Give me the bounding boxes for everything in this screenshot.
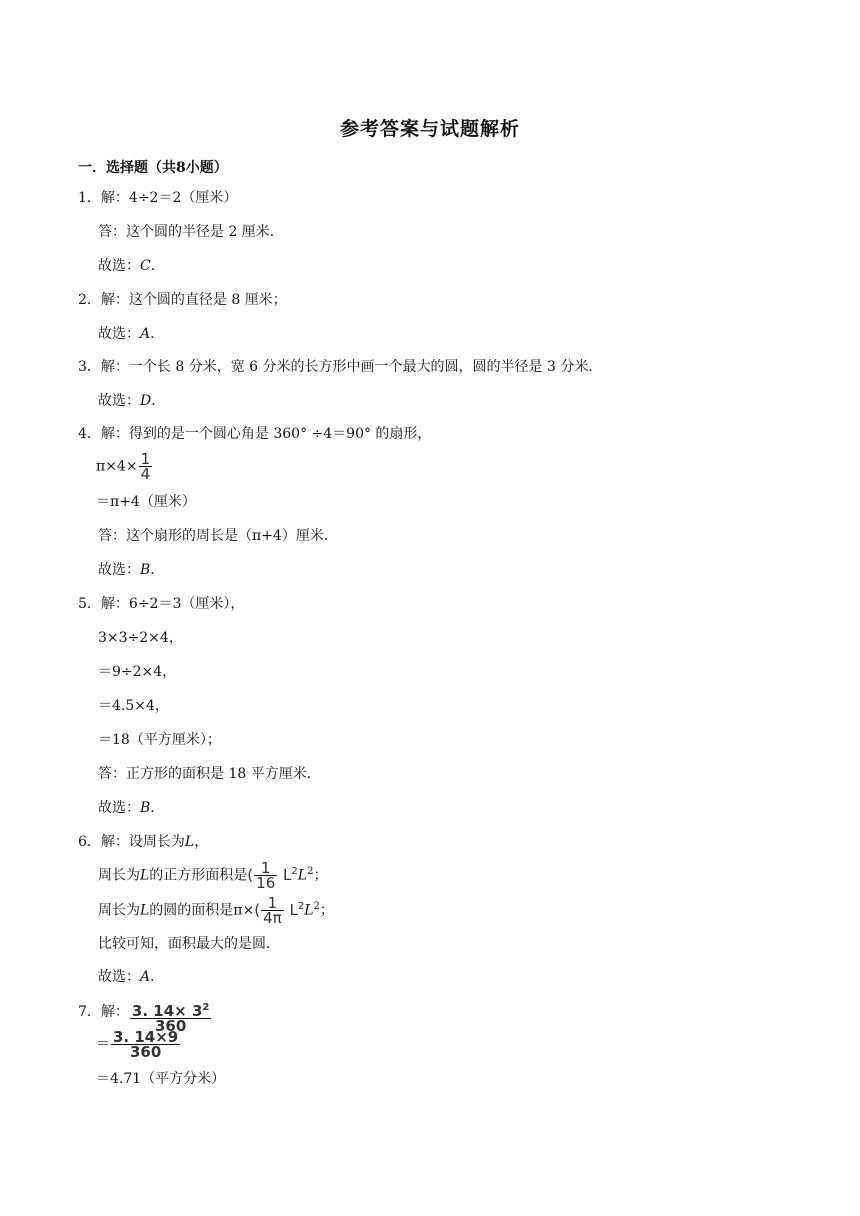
q7-step: ＝ $\frac{3. 14\times 9}{360}$ bbox=[96, 1028, 179, 1061]
q6-circle-formula-image: ( $\frac{1}{4\pi}$ $L^2$ bbox=[254, 894, 305, 927]
q1-choice: 故选：C． bbox=[98, 258, 165, 274]
q4-formula: π×4× $\frac{1}{4}$ bbox=[96, 450, 151, 483]
q3-solution: 3．解：一个长 8 分米，宽 6 分米的长方形中画一个最大的圆，圆的半径是 3 分米． bbox=[78, 359, 603, 375]
q4-answer: 答：这个扇形的周长是（π+4）厘米． bbox=[98, 528, 338, 544]
q4-fraction-image: $\frac{1}{4}$ bbox=[140, 450, 151, 483]
q6-square-area: 周长为L的正方形面积是( $\frac{1}{16}$ $L^2L^2$； bbox=[98, 859, 328, 892]
page-title: 参考答案与试题解析 bbox=[339, 118, 520, 140]
q5-solution: 5．解：6÷2＝3（厘米）， bbox=[78, 596, 245, 612]
q7-solution: 7．解： $\frac{3. 14\times 3^2}{360}$ bbox=[78, 1002, 210, 1035]
q4-solution: 4．解：得到的是一个圆心角是 360° ÷4＝90° 的扇形， bbox=[78, 426, 432, 442]
q6-solution: 6．解：设周长为L， bbox=[78, 834, 209, 850]
q3-choice: 故选：D． bbox=[98, 393, 166, 409]
q5-step-3: ＝4.5×4， bbox=[98, 698, 169, 714]
q4-result: ＝π+4（厘米） bbox=[96, 494, 196, 510]
q6-choice: 故选：A． bbox=[98, 969, 165, 985]
q1-solution: 1．解：4÷2＝2（厘米） bbox=[78, 190, 238, 206]
q5-step-1: 3×3÷2×4， bbox=[98, 630, 183, 646]
q5-step-4: ＝18（平方厘米）； bbox=[98, 732, 221, 748]
q7-fraction-image-1: $\frac{3. 14\times 3^2}{360}$ bbox=[131, 1002, 210, 1035]
q5-answer: 答：正方形的面积是 18 平方厘米． bbox=[98, 766, 321, 782]
section-heading: 一．选择题（共8小题） bbox=[78, 160, 228, 176]
q6-compare: 比较可知，面积最大的是圆． bbox=[98, 936, 280, 952]
q5-choice: 故选：B． bbox=[98, 800, 165, 816]
q4-choice: 故选：B． bbox=[98, 562, 165, 578]
q2-solution: 2．解：这个圆的直径是 8 厘米； bbox=[78, 292, 287, 308]
q1-answer: 答：这个圆的半径是 2 厘米． bbox=[98, 224, 284, 240]
q6-square-formula-image: ( $\frac{1}{16}$ $L^2$ bbox=[247, 859, 298, 892]
q2-choice: 故选：A． bbox=[98, 326, 165, 342]
q6-circle-area: 周长为L的圆的面积是π×( $\frac{1}{4\pi}$ $L^2L^2$； bbox=[98, 894, 334, 927]
q7-fraction-image-2: $\frac{3. 14\times 9}{360}$ bbox=[113, 1028, 179, 1061]
q5-step-2: ＝9÷2×4， bbox=[98, 664, 177, 680]
q7-result: ＝4.71（平方分米） bbox=[96, 1071, 226, 1087]
